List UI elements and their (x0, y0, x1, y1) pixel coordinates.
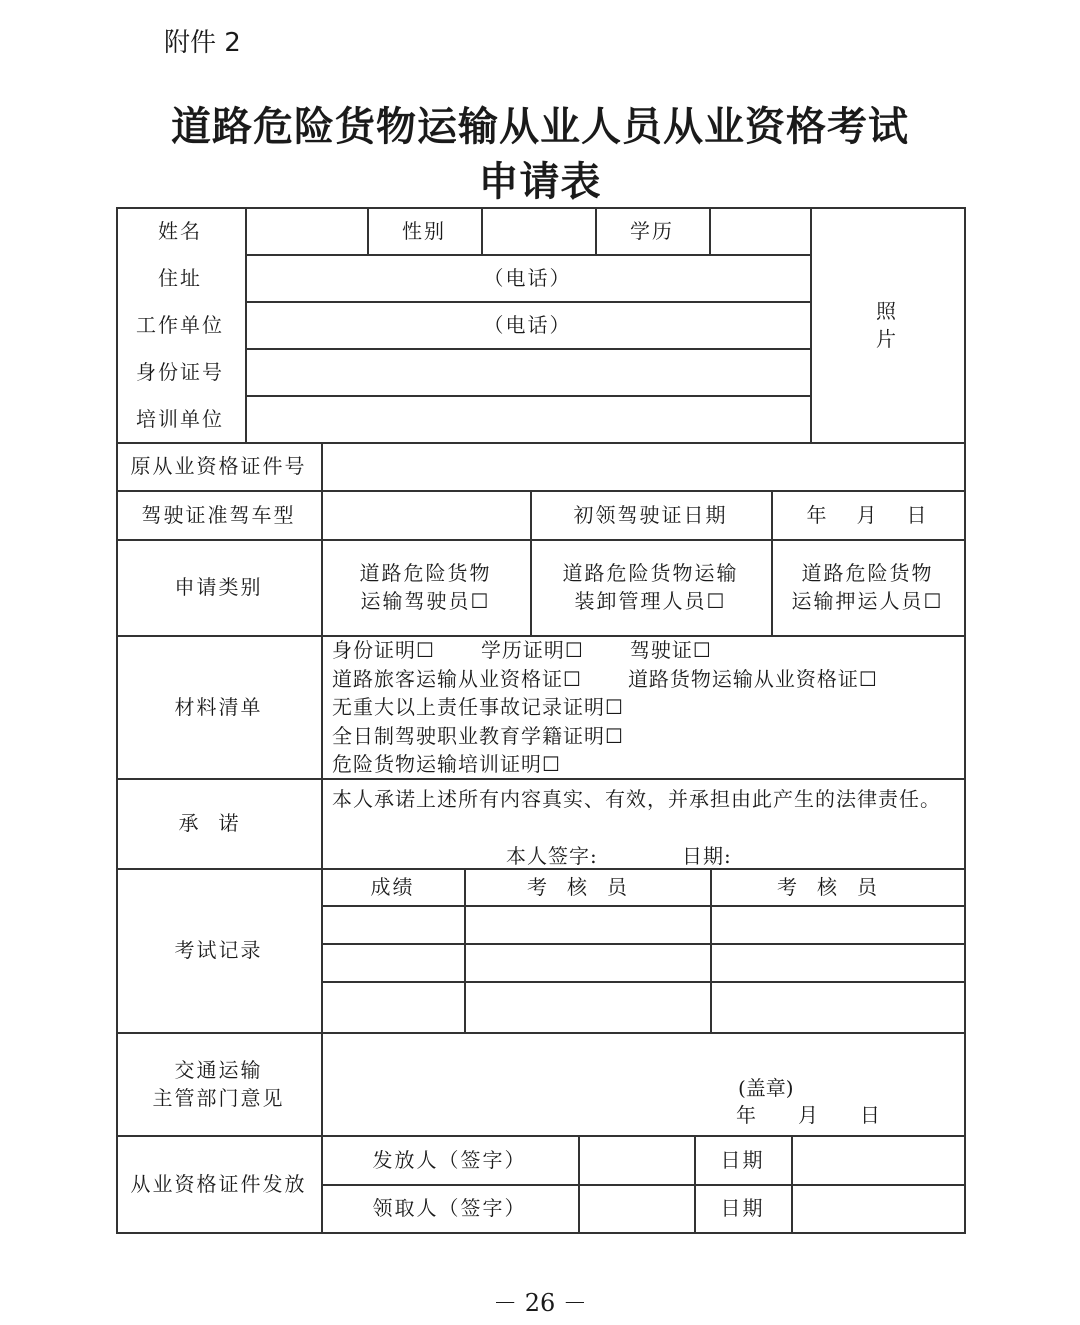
license-type-label: 驾驶证准驾车型 (141, 502, 296, 527)
promise-date-label: 日期: (682, 844, 732, 868)
material-education-proof[interactable]: 学历证明☐ (480, 638, 584, 662)
address-label: 住址 (158, 265, 202, 290)
address-phone-label: （电话） (483, 265, 572, 290)
material-education-record[interactable]: 全日制驾驶职业教育学籍证明☐ (332, 723, 624, 748)
year-label: 年 (806, 502, 829, 527)
form-subtitle: 申请表 (478, 158, 602, 205)
issue-date-label: 日期 (720, 1147, 765, 1172)
category-loader-line2: 装卸管理人员☐ (574, 589, 727, 613)
category-driver-line2: 运输驾驶员☐ (360, 589, 491, 613)
materials-row-1 (332, 636, 952, 665)
signature-label: 本人签字: (506, 844, 598, 868)
category-loader-line1: 道路危险货物运输 (562, 561, 739, 585)
authority-label-line2: 主管部门意见 (152, 1085, 285, 1110)
category-driver[interactable] (321, 539, 530, 635)
name-label: 姓名 (158, 218, 202, 243)
grid-line-h (321, 981, 966, 983)
material-training-proof[interactable]: 危险货物运输培训证明☐ (332, 752, 561, 776)
grid-line-h (321, 905, 966, 907)
category-loader[interactable] (530, 539, 771, 635)
material-freight-cert[interactable]: 道路货物运输从业资格证☐ (627, 666, 878, 691)
workplace-label: 工作单位 (136, 312, 224, 337)
authority-date (736, 1099, 880, 1128)
category-escort-line1: 道路危险货物 (801, 561, 934, 585)
name-field[interactable] (245, 207, 367, 254)
first-license-date-field[interactable] (771, 490, 964, 539)
material-no-accident-proof[interactable]: 无重大以上责任事故记录证明☐ (332, 695, 624, 719)
gender-label: 性别 (402, 218, 446, 243)
form-title: 道路危险货物运输从业人员从业资格考试 (171, 103, 909, 150)
training-field[interactable] (245, 395, 810, 442)
receive-date-label: 日期 (720, 1196, 765, 1220)
license-type-field[interactable] (321, 490, 530, 539)
page-number: － 26 － (493, 1289, 587, 1317)
promise-text: 本人承诺上述所有内容真实、有效，并承担由此产生的法律责任。 (332, 787, 941, 811)
authority-label (116, 1032, 321, 1135)
category-escort[interactable] (771, 539, 964, 635)
exam-header-examiner-2: 考核员 (777, 874, 897, 899)
photo-label-1: 照 (876, 298, 898, 323)
education-label: 学历 (630, 218, 674, 243)
promise-label: 承诺 (178, 811, 259, 835)
material-id-proof[interactable]: 身份证明☐ (332, 638, 435, 662)
orig-cert-label: 原从业资格证件号 (130, 454, 307, 478)
id-label: 身份证号 (136, 359, 224, 384)
attachment-label: 附件 2 (164, 28, 241, 58)
materials-label: 材料清单 (174, 694, 263, 719)
material-passenger-cert[interactable]: 道路旅客运输从业资格证☐ (332, 666, 582, 691)
category-driver-line1: 道路危险货物 (359, 561, 492, 585)
address-field[interactable] (245, 254, 810, 301)
day-label: 日 (906, 502, 929, 527)
authority-month-label: 月 (798, 1103, 818, 1127)
education-field[interactable] (709, 207, 810, 254)
materials-list (332, 636, 952, 779)
issuer-label: 发放人（签字） (372, 1147, 527, 1172)
issue-label: 从业资格证件发放 (130, 1171, 307, 1196)
issue-date-field[interactable] (791, 1135, 964, 1184)
materials-row-2 (332, 665, 952, 694)
training-label: 培训单位 (136, 406, 224, 431)
receiver-signature-field[interactable] (578, 1184, 694, 1232)
authority-day-label: 日 (860, 1103, 880, 1127)
grid-line-v (964, 207, 966, 1232)
exam-label: 考试记录 (174, 938, 263, 962)
orig-cert-field[interactable] (321, 442, 964, 490)
receiver-label: 领取人（签字） (372, 1196, 527, 1220)
photo-box[interactable] (810, 207, 964, 442)
gender-field[interactable] (481, 207, 595, 254)
category-label: 申请类别 (174, 575, 263, 599)
exam-header-score: 成绩 (370, 874, 415, 899)
seal-label: (盖章) (738, 1076, 794, 1100)
workplace-phone-label: （电话） (483, 312, 572, 337)
grid-line-h (321, 943, 966, 945)
photo-label-2: 片 (876, 326, 898, 351)
workplace-field[interactable] (245, 301, 810, 348)
id-field[interactable] (245, 348, 810, 395)
grid-line-h (116, 1232, 966, 1234)
category-escort-line2: 运输押运人员☐ (791, 589, 944, 613)
first-license-date-label: 初领驾驶证日期 (573, 502, 728, 527)
month-label: 月 (856, 502, 879, 527)
issuer-signature-field[interactable] (578, 1135, 694, 1184)
material-driver-license[interactable]: 驾驶证☐ (629, 638, 712, 662)
authority-label-line1: 交通运输 (174, 1057, 263, 1082)
exam-header-examiner-1: 考核员 (527, 874, 647, 899)
receive-date-field[interactable] (791, 1184, 964, 1232)
authority-year-label: 年 (736, 1103, 756, 1127)
